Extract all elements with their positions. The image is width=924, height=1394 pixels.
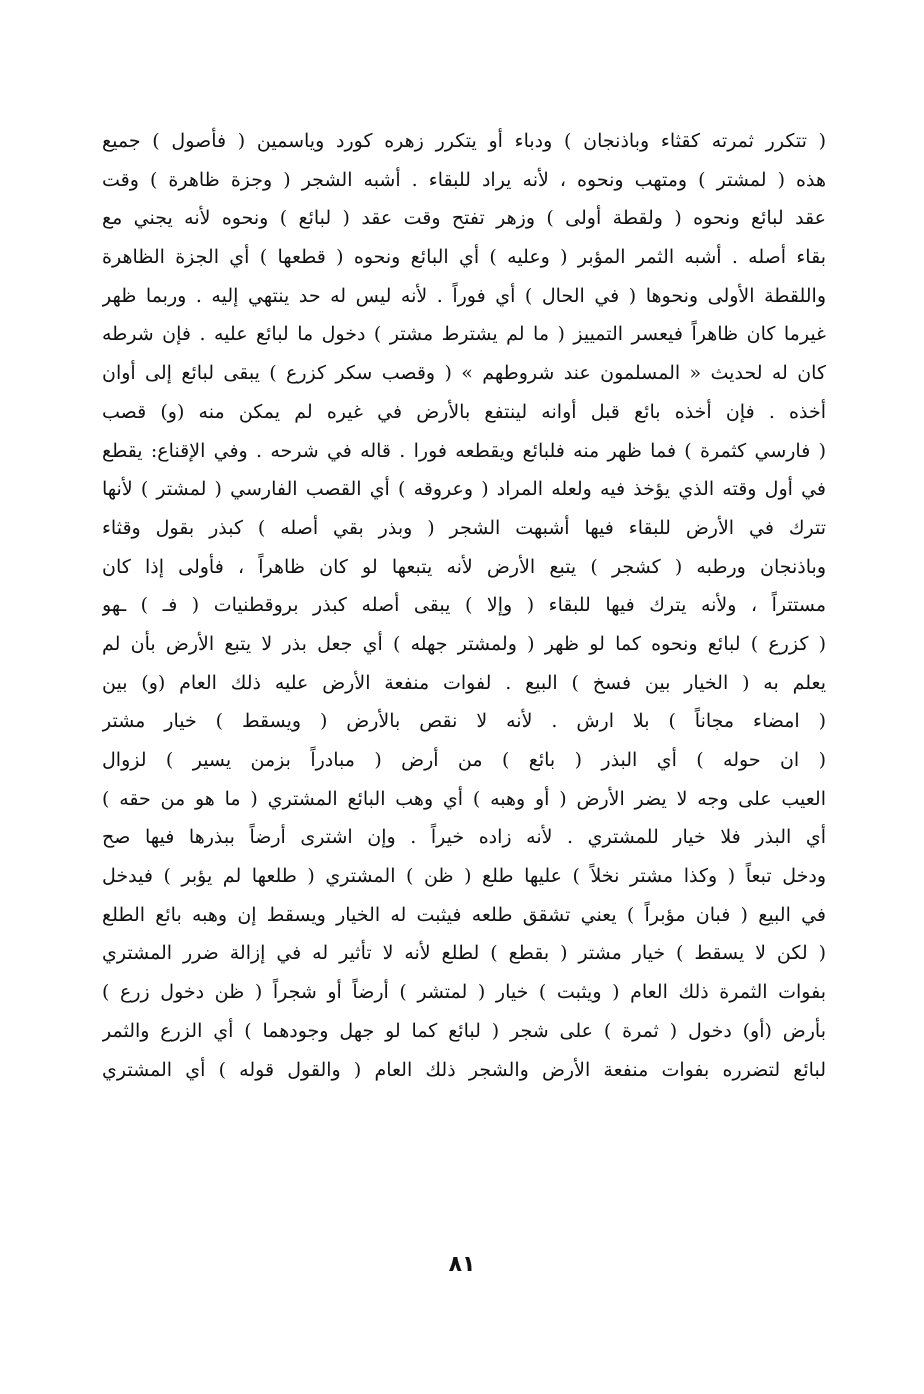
text-line: بقاء أصله . أشبه الثمر المؤبر ( وعليه ) أي البائع ونحوه ( قطعها ) أي الجزة الظاهرة [102, 246, 826, 269]
text-line: بفوات الثمرة ذلك العام ( ويثبت ) خيار ( لمتشر ) أرضاً أو شجراً ( ظن دخول زرع ) [102, 981, 826, 1004]
page-number: ٨١ [448, 1252, 476, 1277]
text-line: ( لكن لا يسقط ) خيار مشتر ( بقطع ) لطلع لأنه لا تأثير له في إزالة ضرر المشتري [102, 942, 826, 965]
text-line: لبائع لتضرره بفوات منفعة الأرض والشجر ذلك العام ( والقول قوله ) أي المشتري [102, 1058, 826, 1081]
text-line: ( ان حوله ) أي البذر ( بائع ) من أرض ( مبادراً بزمن يسير ) لزوال [102, 749, 826, 771]
text-line: عقد لبائع ونحوه ( ولقطة أولى ) وزهر تفتح وقت عقد ( لبائع ) ونحوه لأنه يجني مع [102, 207, 826, 230]
text-line: كان له لحديث « المسلمون عند شروطهم » ( وقصب سكر كزرع ) يبقى لبائع إلى أوان [102, 362, 826, 385]
text-line: هذه ( لمشتر ) ومتهب ونحوه ، لأنه يراد للبقاء . أشبه الشجر ( وجزة ظاهرة ) وقت [102, 168, 826, 191]
text-line: ودخل تبعاً ( وكذا مشتر نخلاً ) عليها طلع ( ظن ) المشتري ( طلعها لم يؤبر ) فيدخل [102, 865, 826, 888]
text-line: وباذنجان ورطبه ( كشجر ) يتبع الأرض لأنه يتبعها لو كان ظاهراً ، فأولى إذا كان [102, 555, 826, 578]
text-line: ( امضاء مجاناً ) بلا ارش . لأنه لا نقص بالأرض ( ويسقط ) خيار مشتر [102, 710, 826, 733]
text-line: يعلم به ( الخيار بين فسخ ) البيع . لفوات منفعة الأرض عليه ذلك العام (و) بين [102, 671, 826, 694]
text-line: في أول وقته الذي يؤخذ فيه ولعله المراد ( وعروقه ) أي القصب الفارسي ( لمشتر ) لأنها [102, 478, 826, 501]
text-line: بأرض (أو) دخول ( ثمرة ) على شجر ( لبائع كما لو جهل وجودهما ) أي الزرع والثمر [102, 1019, 826, 1042]
text-line: أي البذر فلا خيار للمشتري . لأنه زاده خيراً . وإن اشترى أرضاً ببذرها فيها صح [102, 826, 826, 849]
text-line: ( كزرع ) لبائع ونحوه كما لو ظهر ( ولمشتر جهله ) أي جعل بذر لا يتبع الأرض بأن لم [102, 632, 826, 655]
text-line: ( فارسي كثمرة ) فما ظهر منه فلبائع ويقطعه فورا . قاله في شرحه . وفي الإقناع: يقطع [102, 439, 826, 462]
text-line: أخذه . فإن أخذه بائع قبل أوانه لينتفع بالأرض في غيره لم يمكن منه (و) قصب [102, 400, 826, 423]
text-line: غيرما كان ظاهراً فيعسر التمييز ( ما لم يشترط مشتر ) دخول ما لبائع عليه . فإن شرطه [102, 323, 826, 346]
text-line: مستتراً ، ولأنه يترك فيها للبقاء ( وإلا ) يبقى أصله كبذر بروقطنيات ( فـ ) ـهو [102, 594, 826, 617]
text-line: واللقطة الأولى ونحوها ( في الحال ) أي فوراً . لأنه ليس له حد ينتهي إليه . وربما ظهر [102, 284, 826, 307]
text-line: ( تتكرر ثمرته كقثاء وباذنجان ) ودباء أو يتكرر زهره كورد وياسمين ( فأصول ) جميع [102, 130, 826, 152]
text-line: في البيع ( فبان مؤبراً ) يعني تشقق طلعه فيثبت له الخيار ويسقط إن وهبه بائع الطلع [102, 903, 826, 926]
page-body-text [102, 122, 826, 1089]
text-line: العيب على وجه لا يضر الأرض ( أو وهبه ) أي وهب البائع المشتري ( ما هو من حقه ) [102, 787, 826, 810]
text-line: تترك في الأرض للبقاء فيها أشبهت الشجر ( وبذر بقي أصله ) كبذر بقول وقثاء [102, 516, 826, 539]
